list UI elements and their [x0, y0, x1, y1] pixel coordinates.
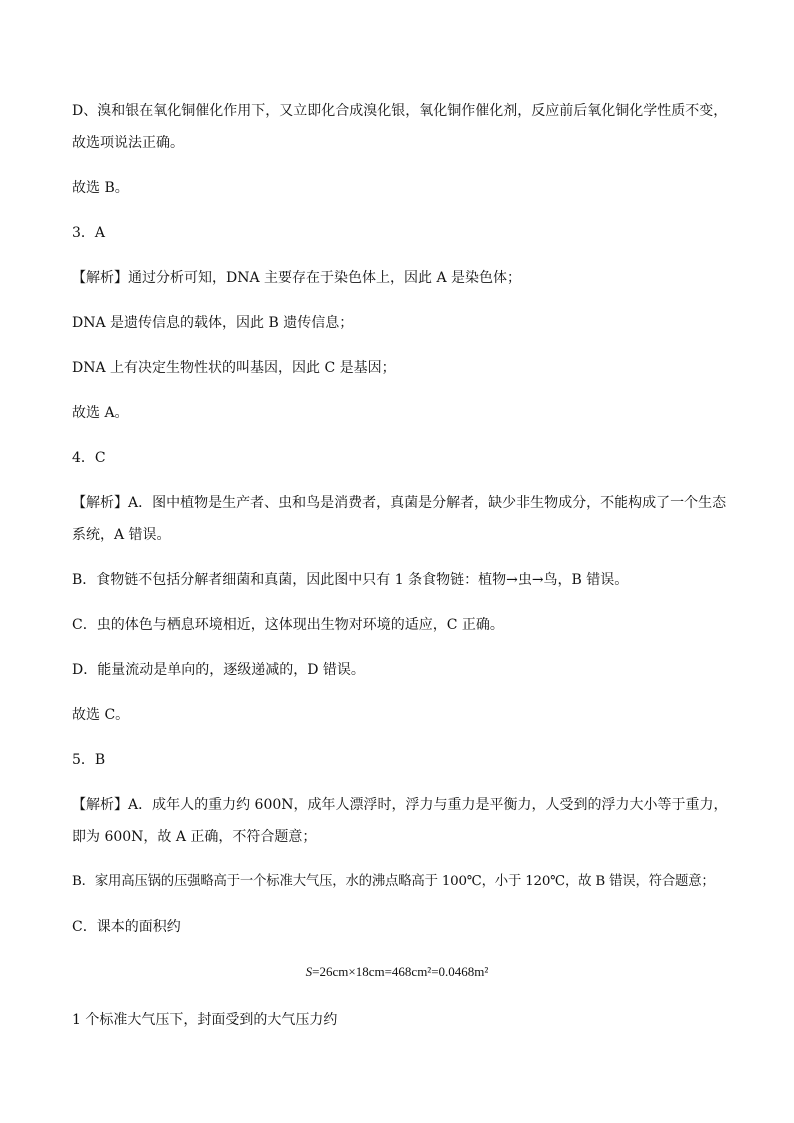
- question-number: 4．C: [72, 450, 106, 466]
- formula-variable: S: [305, 964, 313, 979]
- text-line: D、溴和银在氧化铜催化作用下，又立即化合成溴化银，氧化铜作催化剂，反应前后氧化铜化学性质不变，: [72, 103, 728, 119]
- text-line: 故选项说法正确。: [72, 135, 184, 151]
- text-line: DNA 上有决定生物性状的叫基因，因此 C 是基因；: [72, 360, 396, 376]
- text-line: DNA 是遗传信息的载体，因此 B 遗传信息；: [72, 315, 354, 331]
- text-line: B．食物链不包括分解者细菌和真菌，因此图中只有 1 条食物链：植物→虫→鸟，B 错误。: [72, 572, 629, 588]
- text-line: 1 个标准大气压下，封面受到的大气压力约: [72, 1012, 338, 1028]
- text-line: B．家用高压锅的压强略高于一个标准大气压，水的沸点略高于 100℃，小于 120℃，故 B 错误，符合题意；: [72, 874, 715, 889]
- text-line: C．课本的面积约: [72, 919, 181, 935]
- question-number: 5．B: [72, 752, 106, 768]
- area-formula: [0, 962, 794, 982]
- text-line: 系统，A 错误。: [72, 527, 171, 543]
- formula-expression: =26cm×18cm=468cm²=0.0468m²: [312, 964, 489, 979]
- text-line: 故选 C。: [72, 707, 130, 723]
- text-line: 故选 B。: [72, 180, 129, 196]
- question-number: 3．A: [72, 225, 106, 241]
- text-line: 【解析】A．图中植物是生产者、虫和鸟是消费者，真菌是分解者，缺少非生物成分，不能构成了一个生态: [72, 495, 727, 511]
- text-line: 【解析】通过分析可知，DNA 主要存在于染色体上，因此 A 是染色体；: [72, 270, 522, 286]
- text-line: 即为 600N，故 A 正确，不符合题意；: [72, 829, 317, 845]
- text-line: 【解析】A．成年人的重力约 600N，成年人漂浮时，浮力与重力是平衡力，人受到的浮力大小等于重力，: [72, 797, 728, 813]
- text-line: D．能量流动是单向的，逐级递减的，D 错误。: [72, 662, 365, 678]
- text-line: C．虫的体色与栖息环境相近，这体现出生物对环境的适应，C 正确。: [72, 617, 504, 633]
- text-line: 故选 A。: [72, 405, 129, 421]
